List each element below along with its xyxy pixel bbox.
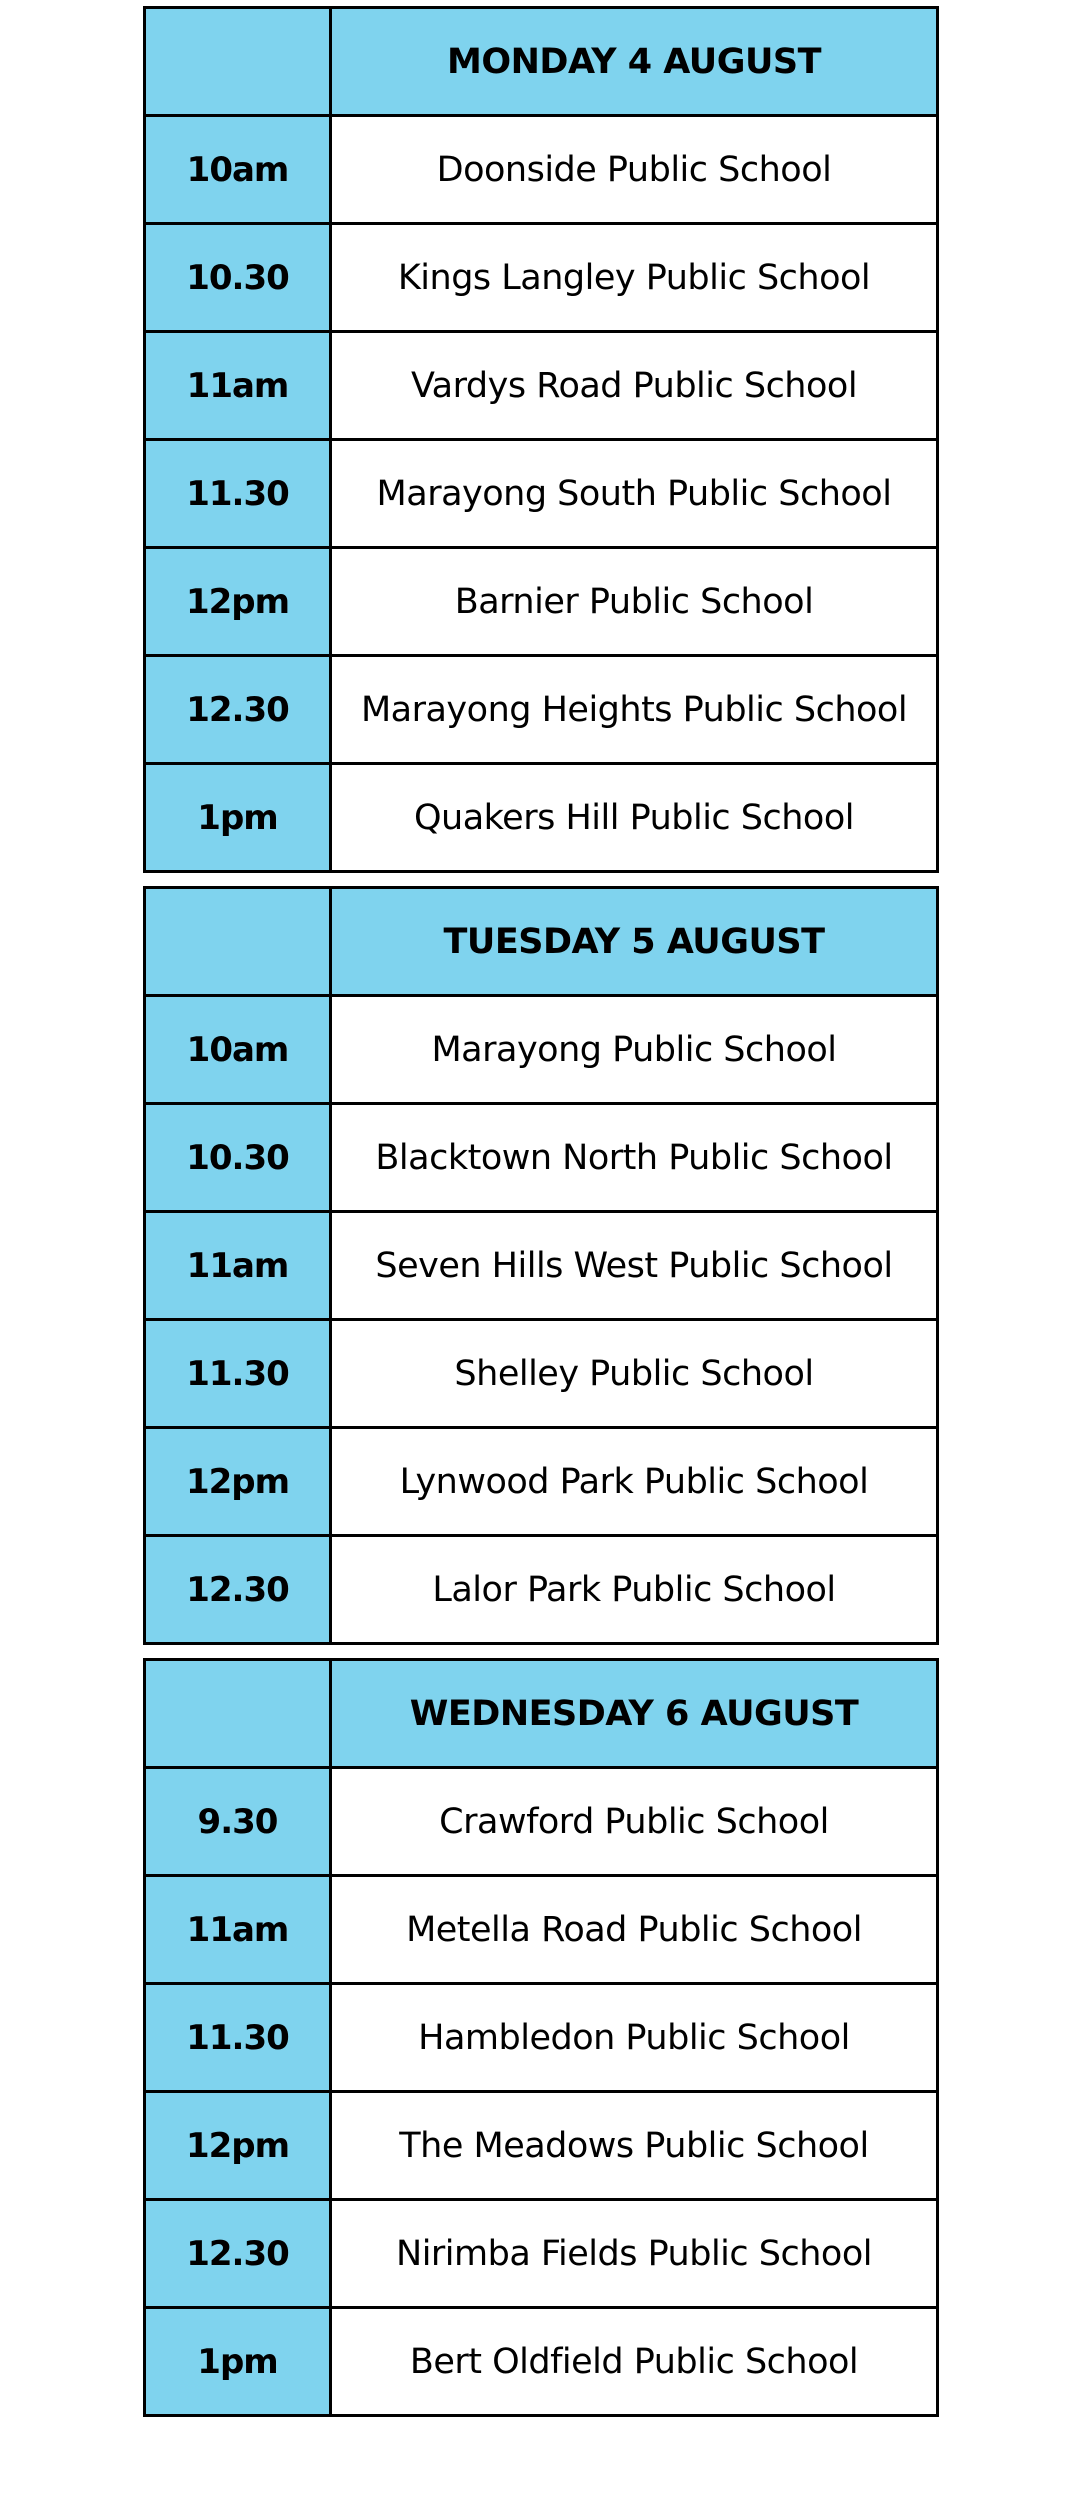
day-heading: MONDAY 4 AUGUST bbox=[331, 8, 938, 116]
time-cell: 11am bbox=[145, 1212, 331, 1320]
school-cell: Marayong Heights Public School bbox=[331, 656, 938, 764]
time-cell: 11.30 bbox=[145, 1984, 331, 2092]
school-cell: Kings Langley Public School bbox=[331, 224, 938, 332]
time-cell: 10am bbox=[145, 996, 331, 1104]
time-cell: 12pm bbox=[145, 548, 331, 656]
table-row bbox=[145, 2308, 938, 2416]
day-table-tuesday bbox=[143, 886, 939, 1645]
time-cell: 12.30 bbox=[145, 656, 331, 764]
table-row bbox=[145, 2200, 938, 2308]
time-cell: 1pm bbox=[145, 2308, 331, 2416]
time-cell: 11am bbox=[145, 332, 331, 440]
school-cell: Doonside Public School bbox=[331, 116, 938, 224]
table-row bbox=[145, 1984, 938, 2092]
time-cell: 10.30 bbox=[145, 1104, 331, 1212]
table-row bbox=[145, 1536, 938, 1644]
time-cell: 12pm bbox=[145, 1428, 331, 1536]
school-cell: Vardys Road Public School bbox=[331, 332, 938, 440]
day-table-monday bbox=[143, 6, 939, 873]
time-cell: 12.30 bbox=[145, 1536, 331, 1644]
table-row bbox=[145, 548, 938, 656]
school-cell: Lalor Park Public School bbox=[331, 1536, 938, 1644]
time-cell: 10.30 bbox=[145, 224, 331, 332]
day-header-row bbox=[145, 888, 938, 996]
school-cell: Nirimba Fields Public School bbox=[331, 2200, 938, 2308]
school-cell: Marayong South Public School bbox=[331, 440, 938, 548]
table-row bbox=[145, 1768, 938, 1876]
time-cell: 11am bbox=[145, 1876, 331, 1984]
school-visit-schedule bbox=[143, 6, 936, 2417]
school-cell: Barnier Public School bbox=[331, 548, 938, 656]
header-blank-cell bbox=[145, 8, 331, 116]
table-row bbox=[145, 996, 938, 1104]
table-row bbox=[145, 116, 938, 224]
header-blank-cell bbox=[145, 1660, 331, 1768]
header-blank-cell bbox=[145, 888, 331, 996]
table-row bbox=[145, 656, 938, 764]
table-row bbox=[145, 1876, 938, 1984]
day-header-row bbox=[145, 8, 938, 116]
day-header-row bbox=[145, 1660, 938, 1768]
time-cell: 10am bbox=[145, 116, 331, 224]
school-cell: Bert Oldfield Public School bbox=[331, 2308, 938, 2416]
table-row bbox=[145, 1428, 938, 1536]
time-cell: 11.30 bbox=[145, 1320, 331, 1428]
table-row bbox=[145, 332, 938, 440]
table-row bbox=[145, 440, 938, 548]
table-row bbox=[145, 764, 938, 872]
school-cell: Shelley Public School bbox=[331, 1320, 938, 1428]
table-row bbox=[145, 1320, 938, 1428]
table-row bbox=[145, 1212, 938, 1320]
school-cell: Seven Hills West Public School bbox=[331, 1212, 938, 1320]
time-cell: 12pm bbox=[145, 2092, 331, 2200]
school-cell: The Meadows Public School bbox=[331, 2092, 938, 2200]
day-table-wednesday bbox=[143, 1658, 939, 2417]
time-cell: 11.30 bbox=[145, 440, 331, 548]
table-row bbox=[145, 2092, 938, 2200]
school-cell: Blacktown North Public School bbox=[331, 1104, 938, 1212]
school-cell: Quakers Hill Public School bbox=[331, 764, 938, 872]
day-heading: TUESDAY 5 AUGUST bbox=[331, 888, 938, 996]
time-cell: 1pm bbox=[145, 764, 331, 872]
school-cell: Crawford Public School bbox=[331, 1768, 938, 1876]
time-cell: 12.30 bbox=[145, 2200, 331, 2308]
school-cell: Metella Road Public School bbox=[331, 1876, 938, 1984]
table-row bbox=[145, 1104, 938, 1212]
school-cell: Hambledon Public School bbox=[331, 1984, 938, 2092]
day-heading: WEDNESDAY 6 AUGUST bbox=[331, 1660, 938, 1768]
table-row bbox=[145, 224, 938, 332]
time-cell: 9.30 bbox=[145, 1768, 331, 1876]
school-cell: Lynwood Park Public School bbox=[331, 1428, 938, 1536]
school-cell: Marayong Public School bbox=[331, 996, 938, 1104]
